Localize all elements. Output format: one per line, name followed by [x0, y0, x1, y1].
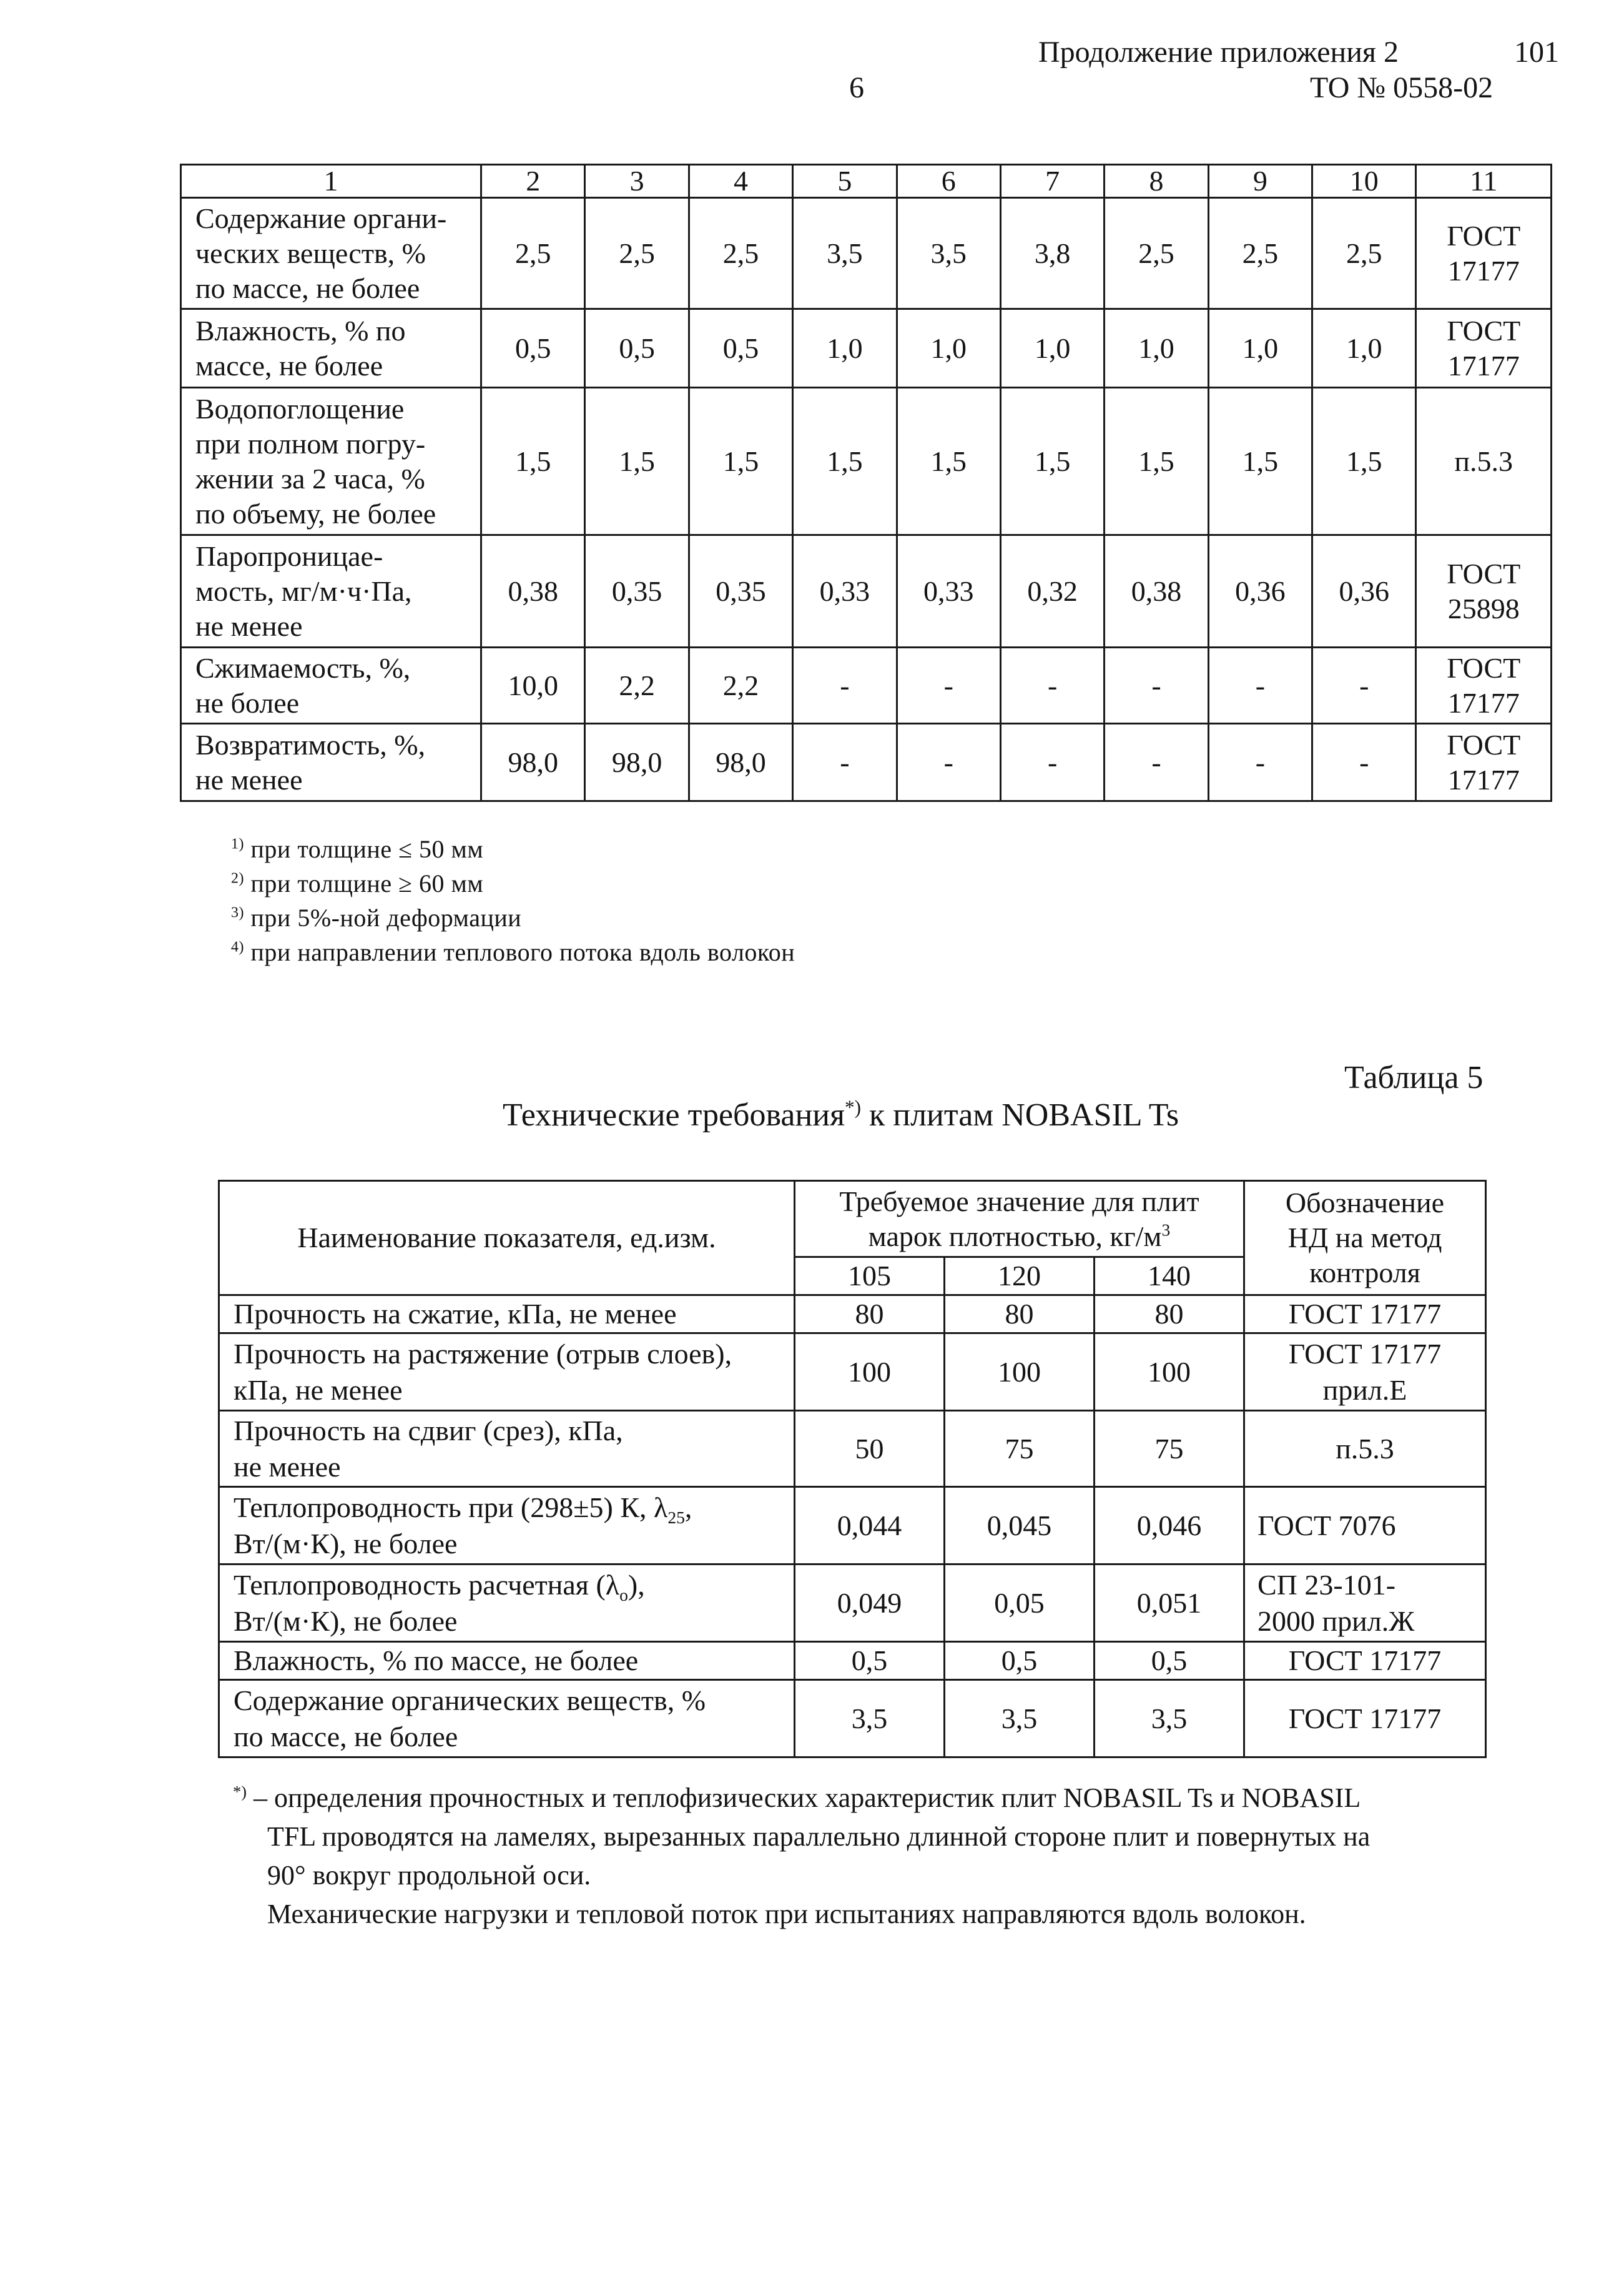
value-cell: 100 — [945, 1333, 1095, 1411]
method-cell: СП 23-101- 2000 прил.Ж — [1244, 1565, 1486, 1642]
value-cell: 0,38 — [481, 535, 585, 648]
table-row — [181, 309, 1552, 388]
value-cell: 1,0 — [1105, 309, 1208, 388]
table-row — [219, 1333, 1486, 1411]
value-cell: - — [1000, 724, 1104, 801]
value-cell: 2,5 — [1105, 198, 1208, 309]
value-cell: 0,044 — [795, 1487, 945, 1565]
note-line: TFL проводятся на ламелях, вырезанных параллельно длинной стороне плит и повернутых на — [267, 1821, 1371, 1852]
density-140: 140 — [1095, 1257, 1244, 1295]
column-number: 8 — [1105, 165, 1208, 198]
table-note — [233, 1779, 1370, 1934]
property-name: Влажность, % по массе, не более — [181, 309, 481, 388]
table-row — [219, 1295, 1486, 1333]
value-cell: - — [793, 648, 897, 724]
table-header-row — [219, 1181, 1486, 1257]
indicator-name: Прочность на растяжение (отрыв слоев), кПа, не менее — [219, 1333, 795, 1411]
value-cell: - — [1105, 724, 1208, 801]
value-cell: 0,5 — [481, 309, 585, 388]
note-line: Механические нагрузки и тепловой поток при испытаниях направляются вдоль волокон. — [267, 1899, 1306, 1929]
property-name: Паропроницае- мость, мг/м·ч·Па, не менее — [181, 535, 481, 648]
footnote: $^{3)}$ при 5%-ной деформации — [231, 904, 522, 932]
value-cell: - — [1105, 648, 1208, 724]
value-cell: 80 — [1095, 1295, 1244, 1333]
value-cell: 1,5 — [1312, 388, 1416, 535]
value-cell: 0,049 — [795, 1565, 945, 1642]
value-cell: 0,046 — [1095, 1487, 1244, 1565]
doc-page-number: 6 — [849, 71, 864, 104]
value-cell: 3,8 — [1000, 198, 1104, 309]
value-cell: 1,0 — [1000, 309, 1104, 388]
column-number: 5 — [793, 165, 897, 198]
value-cell: 80 — [945, 1295, 1095, 1333]
value-cell: 0,32 — [1000, 535, 1104, 648]
value-cell: 0,05 — [945, 1565, 1095, 1642]
value-cell: 2,5 — [481, 198, 585, 309]
indicator-name: Прочность на сдвиг (срез), кПа, не менее — [219, 1411, 795, 1487]
value-cell: - — [1208, 724, 1312, 801]
column-number: 7 — [1000, 165, 1104, 198]
value-cell: 98,0 — [585, 724, 689, 801]
value-cell: 0,045 — [945, 1487, 1095, 1565]
method-cell: п.5.3 — [1244, 1411, 1486, 1487]
property-name: Содержание органи- ческих веществ, % по массе, не более — [181, 198, 481, 309]
value-cell: 2,5 — [585, 198, 689, 309]
value-cell: 2,5 — [689, 198, 792, 309]
value-cell: 1,0 — [1312, 309, 1416, 388]
column-number: 4 — [689, 165, 792, 198]
table-title: Технические требования*) к плитам NOBASIL Ts — [503, 1096, 1179, 1133]
value-cell: 10,0 — [481, 648, 585, 724]
table-row — [181, 648, 1552, 724]
value-cell: 50 — [795, 1411, 945, 1487]
value-cell: 3,5 — [945, 1680, 1095, 1757]
density-105: 105 — [795, 1257, 945, 1295]
value-cell: 0,5 — [585, 309, 689, 388]
value-cell: 2,2 — [689, 648, 792, 724]
value-cell: - — [1312, 724, 1416, 801]
value-cell: 1,5 — [1000, 388, 1104, 535]
indicator-name: Теплопроводность расчетная $(\lambda_о)$, Вт/(м·К), не более — [219, 1565, 795, 1642]
value-cell: 0,5 — [1095, 1642, 1244, 1680]
footnote: $^{2)}$ при толщине ≥ 60 мм — [231, 869, 484, 897]
value-cell: 0,5 — [689, 309, 792, 388]
value-cell: 0,36 — [1208, 535, 1312, 648]
value-cell: 1,0 — [897, 309, 1000, 388]
table-row — [181, 724, 1552, 801]
method-cell: ГОСТ 17177 — [1416, 309, 1552, 388]
note-line: *) – определения прочностных и теплофизических характеристик плит NOBASIL Ts и NOBASIL — [233, 1782, 1361, 1813]
value-cell: 2,2 — [585, 648, 689, 724]
table-row — [219, 1565, 1486, 1642]
value-cell: 1,5 — [585, 388, 689, 535]
table-row — [181, 198, 1552, 309]
value-cell: 3,5 — [795, 1680, 945, 1757]
value-cell: 1,5 — [897, 388, 1000, 535]
property-name: Сжимаемость, %, не более — [181, 648, 481, 724]
value-cell: 98,0 — [689, 724, 792, 801]
method-cell: ГОСТ 17177 прил.Е — [1244, 1333, 1486, 1411]
note-line: 90° вокруг продольной оси. — [267, 1860, 591, 1891]
page-number: 101 — [1514, 36, 1559, 69]
table-row — [181, 535, 1552, 648]
appendix-continuation: Продолжение приложения 2 — [1038, 36, 1399, 69]
value-cell: - — [897, 724, 1000, 801]
column-number: 9 — [1208, 165, 1312, 198]
required-value-header: Требуемое значение для плит марок плотностью, $кг/м^3$ — [795, 1181, 1244, 1257]
table-row — [219, 1411, 1486, 1487]
value-cell: 1,5 — [689, 388, 792, 535]
value-cell: 1,5 — [1208, 388, 1312, 535]
method-cell: ГОСТ 25898 — [1416, 535, 1552, 648]
value-cell: 0,38 — [1105, 535, 1208, 648]
value-cell: 1,5 — [1105, 388, 1208, 535]
indicator-name-header: Наименование показателя, ед.изм. — [219, 1181, 795, 1295]
value-cell: 1,5 — [793, 388, 897, 535]
column-number: 11 — [1416, 165, 1552, 198]
indicator-name: Прочность на сжатие, кПа, не менее — [219, 1295, 795, 1333]
value-cell: 80 — [795, 1295, 945, 1333]
column-number: 1 — [181, 165, 481, 198]
method-cell: п.5.3 — [1416, 388, 1552, 535]
value-cell: 75 — [945, 1411, 1095, 1487]
method-cell: ГОСТ 17177 — [1244, 1642, 1486, 1680]
column-number: 3 — [585, 165, 689, 198]
value-cell: 0,35 — [585, 535, 689, 648]
value-cell: - — [897, 648, 1000, 724]
column-number: 2 — [481, 165, 585, 198]
nobasil-ts-requirements-table — [218, 1180, 1487, 1758]
value-cell: 75 — [1095, 1411, 1244, 1487]
table-number: Таблица 5 — [1344, 1060, 1484, 1095]
value-cell: 3,5 — [1095, 1680, 1244, 1757]
method-header: Обозначение НД на метод контроля — [1244, 1181, 1486, 1295]
value-cell: 100 — [1095, 1333, 1244, 1411]
footnote: $^{4)}$ при направлении теплового потока вдоль волокон — [231, 938, 795, 966]
table-row — [219, 1487, 1486, 1565]
method-cell: ГОСТ 7076 — [1244, 1487, 1486, 1565]
value-cell: 1,0 — [1208, 309, 1312, 388]
value-cell: 100 — [795, 1333, 945, 1411]
value-cell: 98,0 — [481, 724, 585, 801]
method-cell: ГОСТ 17177 — [1416, 198, 1552, 309]
value-cell: 1,5 — [481, 388, 585, 535]
value-cell: 0,36 — [1312, 535, 1416, 648]
table-row — [219, 1642, 1486, 1680]
value-cell: 0,5 — [795, 1642, 945, 1680]
column-number: 10 — [1312, 165, 1416, 198]
value-cell: 0,33 — [793, 535, 897, 648]
indicator-name: Влажность, % по массе, не более — [219, 1642, 795, 1680]
method-cell: ГОСТ 17177 — [1244, 1680, 1486, 1757]
doc-code: ТО № 0558-02 — [1310, 71, 1494, 104]
value-cell: 3,5 — [897, 198, 1000, 309]
footnote: $^{1)}$ при толщине ≤ 50 мм — [231, 835, 484, 863]
value-cell: 0,051 — [1095, 1565, 1244, 1642]
property-name: Водопоглощение при полном погру- жении за 2 часа, % по объему, не более — [181, 388, 481, 535]
indicator-name: Теплопроводность при (298±5) К, $\lambda_{25}$, Вт/(м·К), не более — [219, 1487, 795, 1565]
method-cell: ГОСТ 17177 — [1416, 724, 1552, 801]
value-cell: 0,35 — [689, 535, 792, 648]
column-number-row — [181, 165, 1552, 198]
value-cell: 0,5 — [945, 1642, 1095, 1680]
value-cell: - — [793, 724, 897, 801]
properties-table-continued — [180, 164, 1552, 802]
value-cell: 2,5 — [1312, 198, 1416, 309]
column-number: 6 — [897, 165, 1000, 198]
value-cell: - — [1208, 648, 1312, 724]
value-cell: - — [1312, 648, 1416, 724]
density-120: 120 — [945, 1257, 1095, 1295]
method-cell: ГОСТ 17177 — [1416, 648, 1552, 724]
property-name: Возвратимость, %, не менее — [181, 724, 481, 801]
table-row — [219, 1680, 1486, 1757]
value-cell: 1,0 — [793, 309, 897, 388]
value-cell: 3,5 — [793, 198, 897, 309]
value-cell: - — [1000, 648, 1104, 724]
value-cell: 2,5 — [1208, 198, 1312, 309]
method-cell: ГОСТ 17177 — [1244, 1295, 1486, 1333]
indicator-name: Содержание органических веществ, % по массе, не более — [219, 1680, 795, 1757]
table-row — [181, 388, 1552, 535]
value-cell: 0,33 — [897, 535, 1000, 648]
